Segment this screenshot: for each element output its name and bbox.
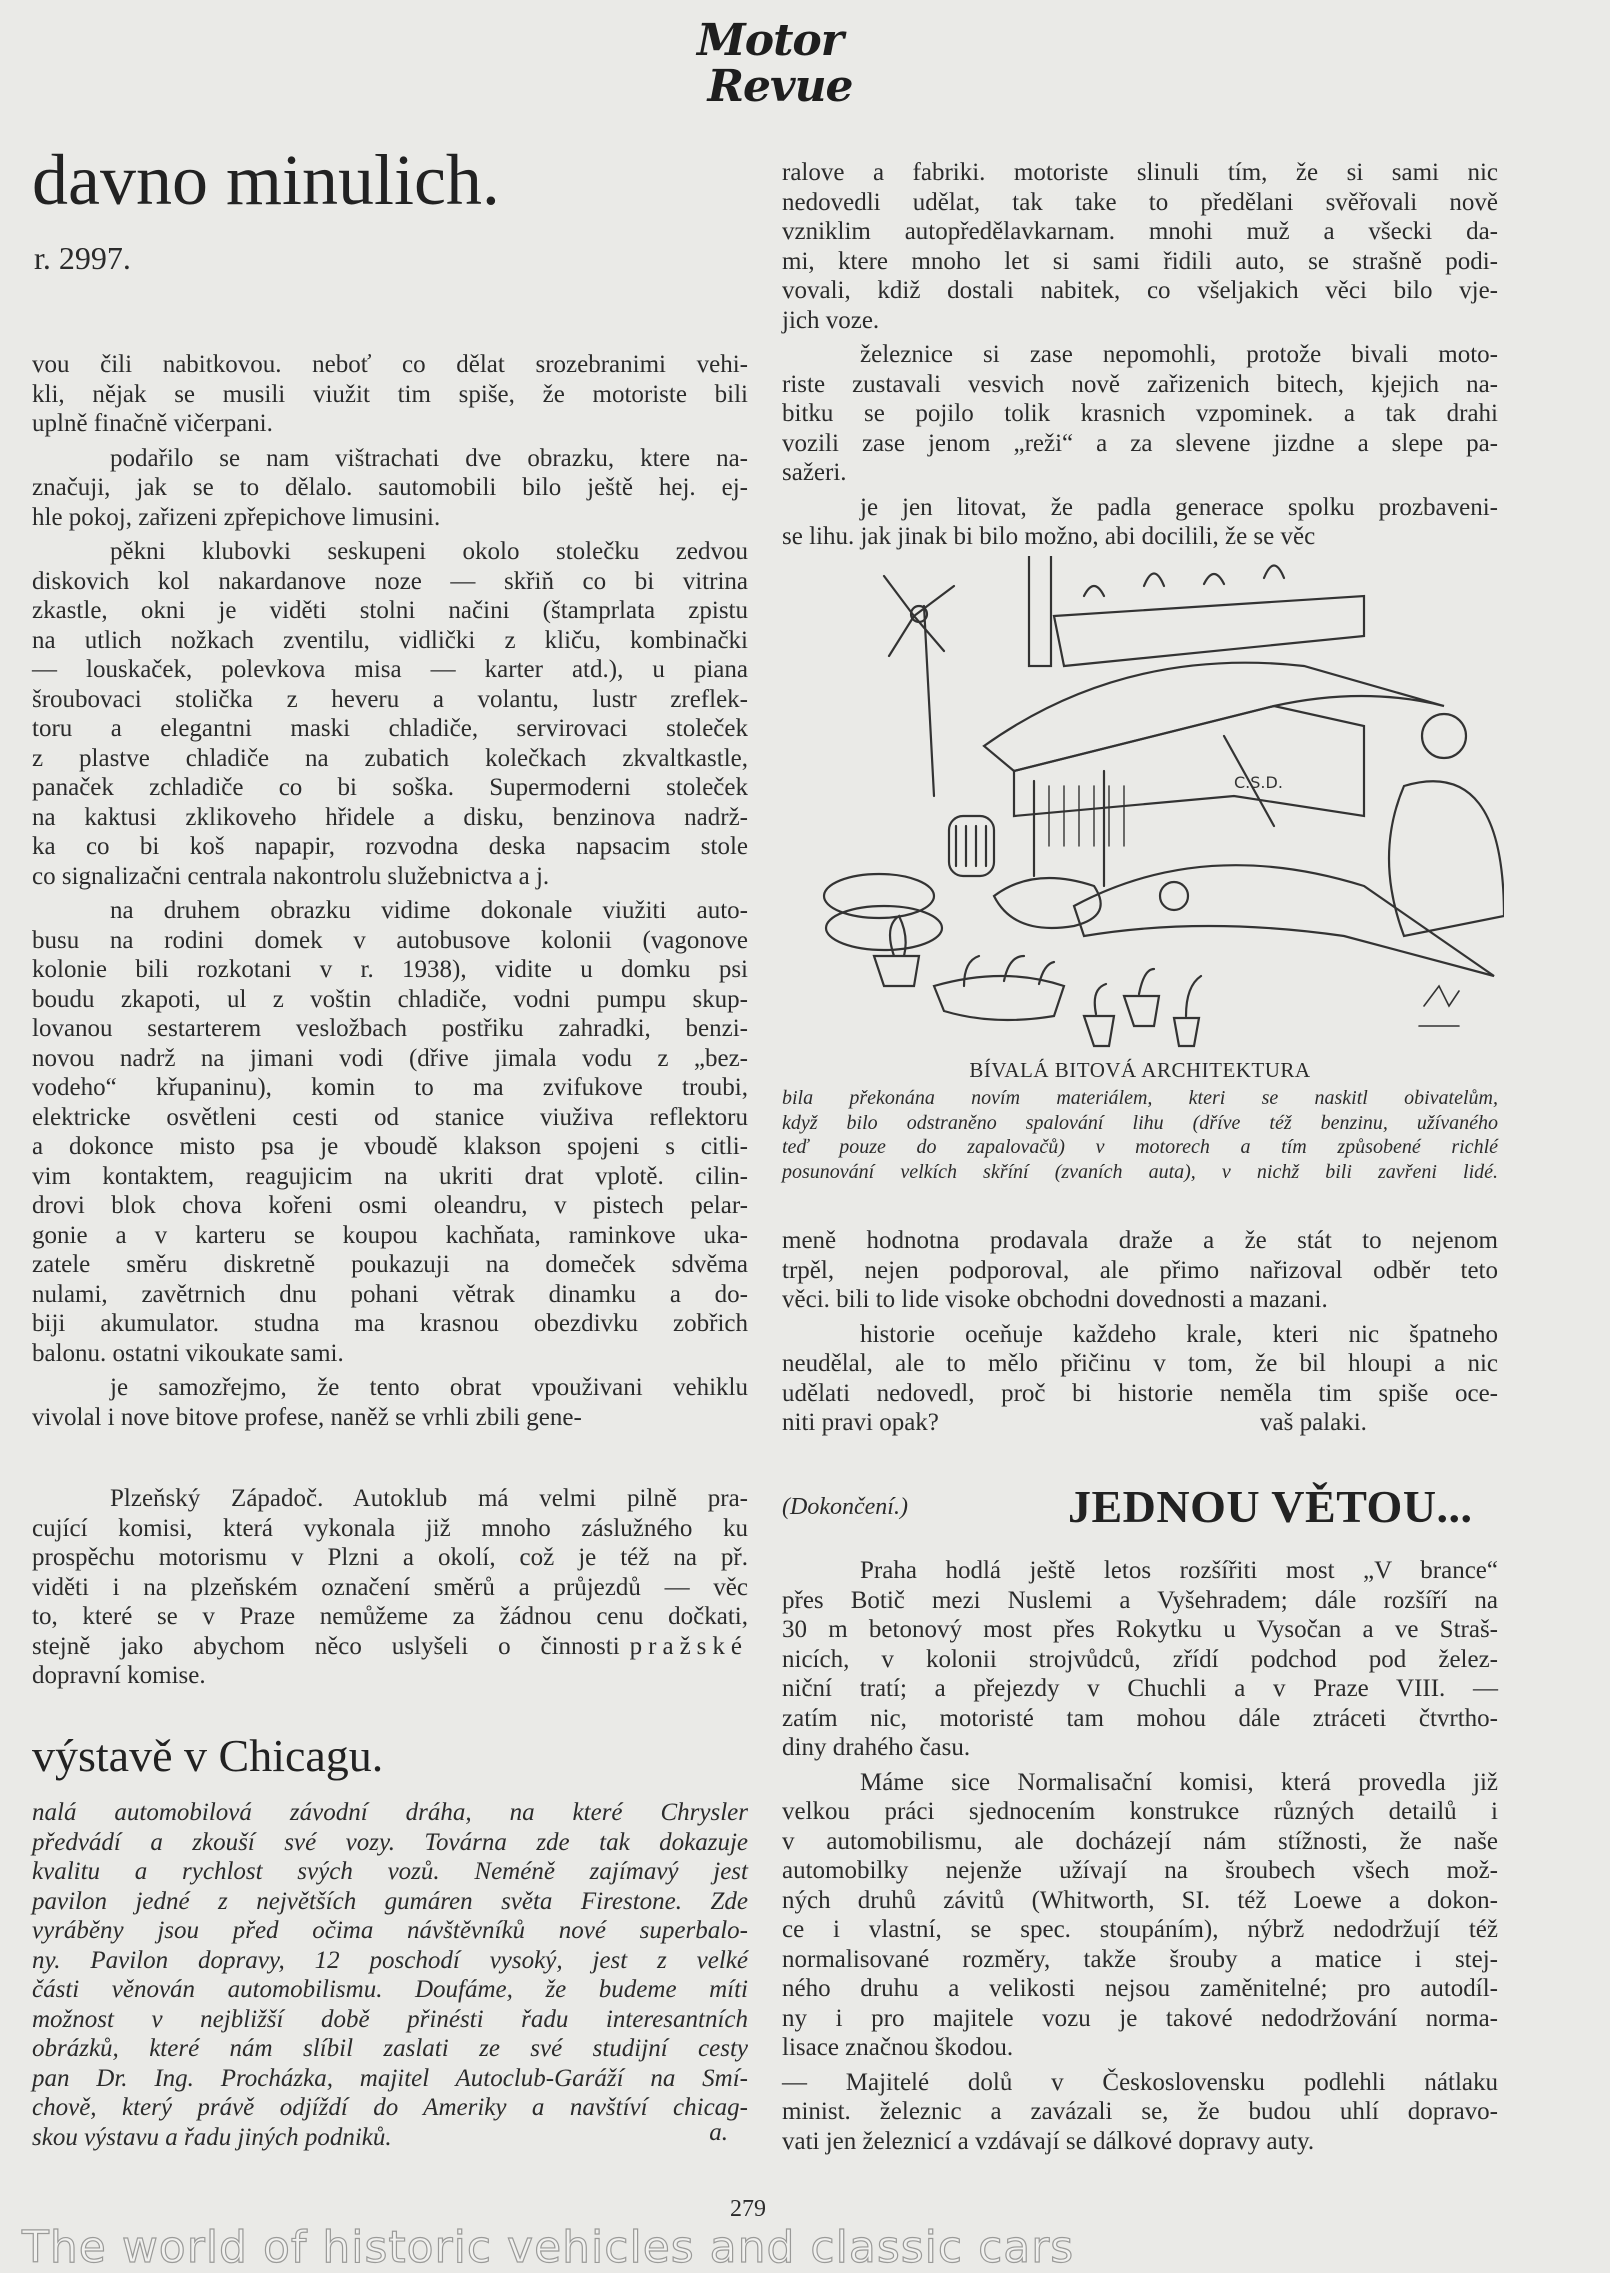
artist-signature — [1419, 986, 1459, 1026]
text-line: automobilky nejenže užívají na šroubech všech mož- — [782, 1857, 1498, 1884]
author-initial: a. — [709, 2118, 728, 2146]
text-line: udělati nedovedl, proč bi historie neměla tim spiše oce- — [782, 1379, 1498, 1407]
paragraph — [782, 340, 1498, 488]
paragraph — [782, 2068, 1498, 2157]
chimney — [1029, 556, 1051, 666]
motor-revue-logo — [680, 15, 860, 112]
text-line: balonu. ostatni vikoukate sami. — [32, 1339, 344, 1367]
text-line: historie oceňuje každeho krale, kteri nic špatneho — [860, 1320, 1498, 1348]
text-line: na druhem obrazku vidime dokonale viužiti auto- — [110, 897, 748, 924]
paragraph — [32, 1798, 748, 2152]
text-line: kolonie bili rozkotani v r. 1938), vidite u domku psi — [32, 956, 748, 983]
radiator-grille — [956, 826, 986, 866]
text-line: to, které se v Praze nemůžeme za žádnou cenu dočkati, — [32, 1603, 748, 1630]
right-column-article-top — [782, 158, 1498, 557]
text-line: normalisované rozměry, takže šrouby a matice i stej- — [782, 1945, 1498, 1973]
text-line: panaček zchladiče co bi soška. Supermoderni stoleček — [32, 774, 748, 801]
planter-4 — [1124, 969, 1159, 1026]
paragraph — [782, 1768, 1498, 2063]
text-line: na kaktusi zklikoveho hřidele a disku, benzinova nadrž- — [32, 803, 748, 831]
spaced-word: pražské — [629, 1632, 748, 1660]
text-line: nicích, v kolonii strojvůdců, zřídí podchod pod želez- — [782, 1645, 1498, 1673]
text-line: 30 m betonový most přes Rokytku u Vysočan a ve Straš- — [782, 1616, 1498, 1643]
watermark: The world of historic vehicles and classic cars — [22, 2222, 1075, 2273]
text-line: předvádí a zkouší své vozy. Továrna zde tak dokazuje — [32, 1828, 748, 1856]
planter-5 — [1174, 976, 1201, 1046]
bus-house-illustration — [804, 556, 1504, 1048]
text-line: podařilo se nam vištrachati dve obrazku, ktere na- — [110, 444, 748, 472]
roof-planter — [1054, 596, 1364, 666]
text-line: zkastle, okni je viděti stolni načini (štamprlata zpistu — [32, 597, 748, 624]
text-line: když bilo odstraněno spalování lihu (dříve též benzinu, užívaného — [782, 1111, 1498, 1134]
paragraph — [32, 537, 748, 891]
text-line: diny drahého času. — [782, 1734, 971, 1761]
text-line: co signalizačni centrala nakontrolu služebnictva a j. — [32, 862, 550, 890]
bus-lettering: C.S.D. — [1234, 773, 1283, 792]
text-line: Plzeňský Západoč. Autoklub má velmi pilně pra- — [110, 1485, 748, 1512]
logo-line-1: Motor — [697, 15, 843, 66]
text-line: železnice si zase nepomohli, protože bivali moto- — [860, 341, 1498, 368]
jednou-vetou-news — [782, 1556, 1498, 2161]
text-line: prospěchu motorismu v Plzni a okolí, což je též na př. — [32, 1544, 748, 1571]
bus-roof — [984, 663, 1444, 771]
text-line: velkou práci sjednocením konstrukce různých detailů i — [782, 1798, 1498, 1825]
text-line: je samozřejmo, že tento obrat vpouživani vehiklu — [110, 1374, 748, 1401]
text-line: uplně finačně vičerpani. — [32, 410, 273, 437]
text-line: diskovich kol nakardanove noze — skřiň co bi vitrina — [32, 567, 748, 595]
paragraph — [782, 493, 1498, 552]
paragraph — [32, 350, 748, 439]
text-line: vodeho“ křupaninu), komin to ma zvifukove troubi, — [32, 1074, 748, 1101]
page-number: 279 — [730, 2196, 766, 2222]
paragraph — [32, 444, 748, 533]
text-line: vati jen železnicí a vzdávají se dálkové dopravy auty. — [782, 2127, 1315, 2155]
text-line: možnost v nejbližší době přinésti řadu interesantních — [32, 2005, 748, 2033]
text-line: ralove a fabriki. motoriste slinuli tím, že si sami nic — [782, 159, 1498, 186]
paragraph — [782, 1556, 1498, 1763]
fence — [1034, 786, 1124, 846]
text-line: lovanou sestarterem vesložbach postřiku zahradki, benzi- — [32, 1015, 748, 1042]
text-line: minist. železnic a zavázali se, že budou uhlí dopravo- — [782, 2098, 1498, 2125]
text-line: — louskaček, polevkova misa — karter atd.), u piana — [32, 656, 748, 683]
text-line: niční tratí; a přejezdy v Chuchli a v Praze VIII. — — [782, 1675, 1498, 1702]
text-line: vzniklim autopředělavkarnam. mnohi muž a všecki da- — [782, 218, 1498, 245]
jednou-vetou-heading: JEDNOU VĚTOU... — [1068, 1481, 1473, 1532]
text-line: části věnován automobilismu. Doufáme, že budeme míti — [32, 1976, 748, 2003]
bus-body — [1014, 706, 1364, 816]
text-line: přes Botič mezi Nuslemi a Vyšehradem; dále rozšíří na — [782, 1586, 1498, 1614]
article-title: davno minulich. — [32, 140, 500, 220]
planter-2 — [934, 956, 1064, 1020]
continued-note: (Dokončení.) — [782, 1494, 908, 1520]
text-line: je jen litovat, že padla generace spolku prozbaveni- — [860, 493, 1498, 521]
text-line: ny. Pavilon dopravy, 12 poschodí vysoký, jest z velké — [32, 1946, 748, 1974]
paragraph — [32, 1373, 748, 1432]
text-line: chově, který právě odjíždí do Ameriky a navštíví chicag- — [32, 2094, 748, 2121]
right-column-article-end — [782, 1226, 1498, 1443]
text-segment: stejně jako abychom něco uslyšeli o činnosti — [32, 1632, 620, 1660]
text-line: a dokonce misto psa je vboudě klakson spojeni s citli- — [32, 1133, 748, 1160]
text-line: drovi blok chova kořeni osmi oleandru, v pistech pelar- — [32, 1192, 748, 1219]
text-line: meně hodnotna prodavala draže a že stát to nejenom — [782, 1227, 1498, 1254]
text-line: z plastve chladiče na zubatich kolečkach zkvaltkastle, — [32, 744, 748, 772]
text-line: na utlich nožkach zventilu, vidlički z kliču, kombinački — [32, 626, 748, 654]
logo-line-2: Revue — [707, 61, 853, 112]
chicago-article — [32, 1798, 748, 2157]
text-line: ných druhů závitů (Whitworth, SI. též Loewe a dokon- — [782, 1886, 1498, 1914]
tire-1 — [824, 874, 934, 918]
paragraph — [782, 1320, 1498, 1438]
text-line: ného druhu a velikosti nejsou zaměnitelné; pro autodíl- — [782, 1975, 1498, 2002]
text-line: hle pokoj, zařizeni zpřepichove limusini. — [32, 503, 441, 531]
text-line: elektricke osvětleni cesti od stanice viuživa reflektoru — [32, 1103, 748, 1131]
text-line: jich voze. — [782, 306, 880, 334]
text-line: pěkni klubovki seskupeni okolo stolečku zedvou — [110, 538, 748, 565]
text-line: posunování velkích skříní (zvaních auta), v nichž bili zavřeni lidé. — [782, 1160, 1498, 1183]
text-line: Máme sice Normalisační komisi, která provedla již — [860, 1768, 1498, 1796]
text-line: vim kontaktem, reagujicim na ukriti drat vplotě. cilin- — [32, 1162, 748, 1190]
text-line: obrázků, které nám slíbil zaslati ze své studijní cesty — [32, 2035, 748, 2062]
text-line: sažeri. — [782, 459, 847, 486]
text-line: skou výstavu a řadu jiných podniků. — [32, 2123, 392, 2151]
text-line: biji akumulator. studna ma krasnou obezdivku zobřich — [32, 1310, 748, 1337]
text-line: neudělal, ale to mělo přičinu v tom, že bil hloupi a nic — [782, 1350, 1498, 1377]
left-column-article — [32, 350, 748, 1437]
paragraph — [782, 1226, 1498, 1315]
text-line: kvalitu a rychlost svých vozů. Neméně zajímavý jest — [32, 1858, 748, 1885]
text-line: dopravní komise. — [32, 1662, 206, 1689]
text-line: bila překonána novím materiálem, kteri se naskitl obivatelům, — [782, 1087, 1498, 1109]
text-line: se lihu. jak jinak bi bilo možno, abi docilili, že se věc — [782, 523, 1316, 550]
text-line: nalá automobilová závodní dráha, na které Chrysler — [32, 1799, 748, 1826]
text-line: novou nadrž na jimani vodi (dřive jimala vodu z „bez- — [32, 1044, 748, 1072]
car-rear — [1389, 781, 1504, 936]
author-signature: vaš palaki. — [1260, 1409, 1367, 1436]
text-line: ce i vlastní, se spec. stoupáním), nýbrž nedodržují též — [782, 1916, 1498, 1943]
text-line: ka co bi koš napapir, rozvodna deska napsacim stole — [32, 833, 748, 860]
windmill-blades — [884, 576, 954, 656]
text-line: busu na rodini domek v autobusove kolonii (vagonove — [32, 926, 748, 954]
text-line: toru a elegantni maski chladiče, servirovaci stoleček — [32, 715, 748, 742]
text-line: šroubovaci stolička z heveru a volantu, lustr zreflek- — [32, 685, 748, 713]
text-line: lisace značnou škodou. — [782, 2034, 1014, 2061]
text-line: cující komisi, která vykonala již mnoho záslužného ku — [32, 1514, 748, 1542]
paragraph — [32, 896, 748, 1368]
text-line: nedovedli udělat, tak take to předělani svěřovali nově — [782, 188, 1498, 216]
text-line: nulami, zavětrnich dnu pohani větrak dinamku a do- — [32, 1280, 748, 1308]
tire-2 — [826, 906, 942, 950]
text-line: riste zustavali vesvich nově zařizenich bitech, kjejich na- — [782, 370, 1498, 398]
text-line: boudu zkapoti, ul z voštin chladiče, vodni pumpu skup- — [32, 985, 748, 1013]
roof-flowers — [1084, 566, 1284, 597]
text-line: vovali, kdiž dostali nabitek, co všeljakich věci bilo vje- — [782, 277, 1498, 304]
text-line: vozili zase jenom „reži“ a za slevene jizdne a slepe pa- — [782, 429, 1498, 457]
text-line: zatele směru diskretně poukazuji na domeček sdvěma — [32, 1251, 748, 1278]
text-line: niti pravi opak? — [782, 1409, 939, 1436]
text-line: pavilon jedné z největších gumáren světa Firestone. Zde — [32, 1887, 748, 1915]
text-line: vivolal i nove bitove profese, naněž se vrhli zbili gene- — [32, 1403, 582, 1431]
text-line: věci. bili to lide visoke obchodni dovednosti a mazani. — [782, 1286, 1328, 1313]
text-line: trpěl, nejen podporoval, ale přimo nařizoval odběr teto — [782, 1256, 1498, 1284]
illustration-caption-title: BÍVALÁ BITOVÁ ARCHITEKTURA — [969, 1058, 1311, 1082]
text-line: — Majitelé dolů v Československu podlehli nátlaku — [782, 2068, 1498, 2096]
plzen-news — [32, 1484, 748, 1696]
text-line: ny i pro majitele vozu je takové nedodržování norma- — [782, 2004, 1498, 2032]
planter-3 — [1084, 984, 1114, 1046]
text-line: kli, nějak se musili viužit tim spiše, že motoriste bili — [32, 380, 748, 408]
text-line — [32, 1632, 748, 1662]
text-line: značuji, jak se to dělalo. sautomobili bilo ještě hej. ej- — [32, 474, 748, 501]
text-line: vyráběny jsou před očima návštěvníků nové superbalo- — [32, 1917, 748, 1944]
fuel-tank — [994, 878, 1101, 928]
text-line: zatím nic, motoristé tam mohou dále ztráceti čtvrtho- — [782, 1704, 1498, 1732]
paragraph — [32, 1484, 748, 1691]
article-issue: r. 2997. — [34, 240, 131, 276]
text-line: mi, ktere mnoho let si sami řidili auto, se strašně podi- — [782, 247, 1498, 275]
chicago-heading: výstavě v Chicagu. — [32, 1730, 384, 1781]
illustration-caption — [782, 1086, 1498, 1184]
lamp — [1422, 714, 1466, 758]
paragraph — [782, 158, 1498, 335]
text-line: pan Dr. Ing. Procházka, majitel Autoclub-Garáží na Smí- — [32, 2064, 748, 2092]
text-line: teď pouze do zapalovačů) v motorech a tím způsobené richlé — [782, 1136, 1498, 1158]
text-line: viděti i na plzeňském označení směrů a průjezdů — věc — [32, 1573, 748, 1601]
steering-wheel — [1160, 882, 1188, 910]
text-line: vou čili nabitkovou. neboť co dělat srozebranimi vehi- — [32, 351, 748, 378]
chassis-frame — [1074, 865, 1494, 976]
text-line: gonie a v karteru se koupou kachňata, raminkove uka- — [32, 1221, 748, 1249]
text-line: Praha hodlá ještě letos rozšířiti most „V brance“ — [860, 1557, 1498, 1584]
text-line: bitku se pojilo tolik krasnich vzpominek. a tak drahi — [782, 400, 1498, 427]
text-line: v automobilismu, ale docházejí nám stížnosti, že naše — [782, 1827, 1498, 1855]
